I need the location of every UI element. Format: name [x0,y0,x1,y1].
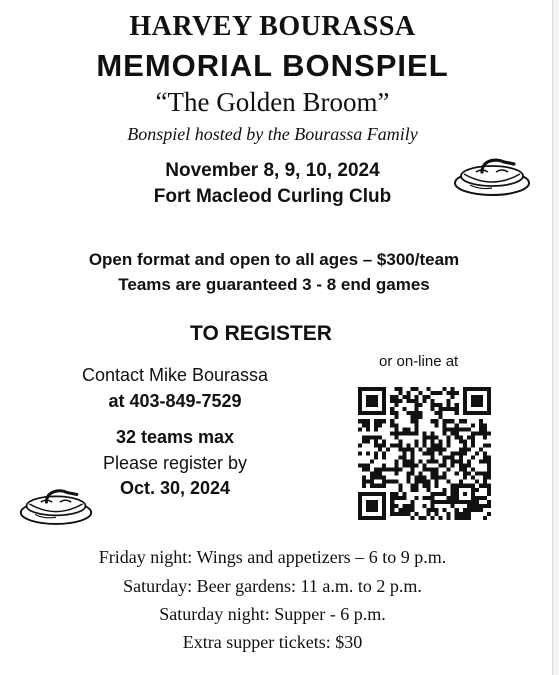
title-line-1: HARVEY BOURASSA [129,11,416,42]
page-edge [552,0,559,675]
curling-stone-icon [18,480,94,528]
curling-stone-icon [452,150,532,198]
event-dates: November 8, 9, 10, 2024 [165,160,380,181]
qr-code-icon[interactable] [358,387,491,520]
title-line-2: MEMORIAL BONSPIEL [96,48,449,83]
hosted-by: Bonspiel hosted by the Bourassa Family [127,124,418,144]
event-friday: Friday night: Wings and appetizers – 6 to 9 p.m. [98,547,447,567]
title-line-3: “The Golden Broom” [155,87,390,117]
register-heading: TO REGISTER [190,322,332,345]
contact-name: Contact Mike Bourassa [81,365,269,385]
register-by-label: Please register by [102,453,248,473]
games-guarantee: Teams are guaranteed 3 - 8 end games [118,275,430,294]
event-venue: Fort Macleod Curling Club [153,186,392,207]
online-label: or on-line at [379,353,459,370]
event-saturday-night: Saturday night: Supper - 6 p.m. [159,604,386,624]
event-saturday: Saturday: Beer gardens: 11 a.m. to 2 p.m. [123,576,422,596]
extra-tickets: Extra supper tickets: $30 [182,632,363,652]
format-info: Open format and open to all ages – $300/team [88,250,460,269]
register-deadline: Oct. 30, 2024 [119,478,231,498]
contact-phone: at 403-849-7529 [108,391,242,411]
teams-max: 32 teams max [115,427,235,447]
